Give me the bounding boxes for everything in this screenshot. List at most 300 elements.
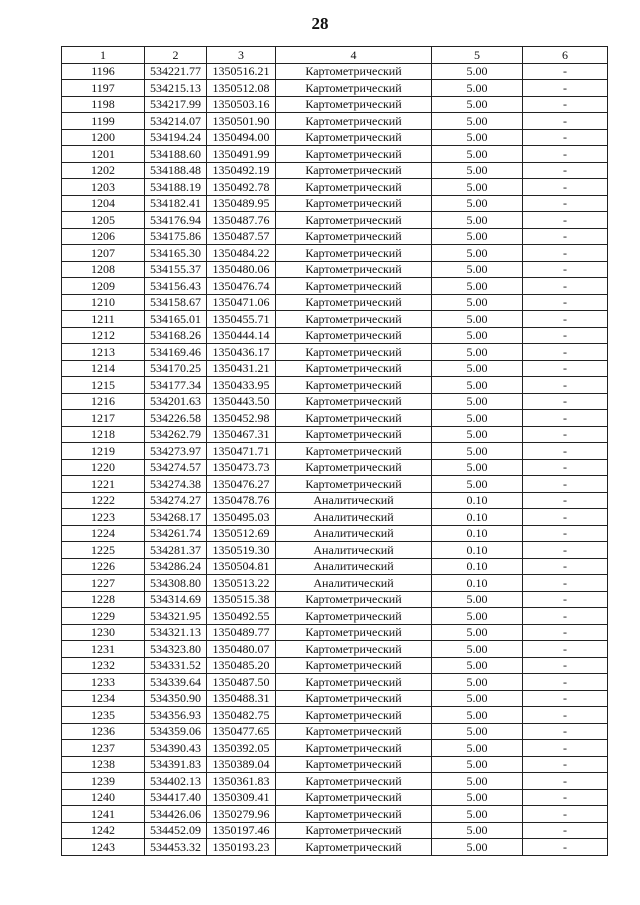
y-coordinate-cell: 1350488.31: [207, 690, 276, 707]
point-number-cell: 1197: [62, 80, 145, 97]
description-cell: -: [523, 294, 608, 311]
method-cell: Картометрический: [276, 707, 432, 724]
y-coordinate-cell: 1350477.65: [207, 723, 276, 740]
y-coordinate-cell: 1350492.78: [207, 179, 276, 196]
table-row: [62, 707, 608, 724]
method-cell: Картометрический: [276, 393, 432, 410]
method-cell: Аналитический: [276, 525, 432, 542]
accuracy-cell: 5.00: [432, 657, 523, 674]
method-cell: Картометрический: [276, 129, 432, 146]
x-coordinate-cell: 534155.37: [145, 261, 207, 278]
x-coordinate-cell: 534274.27: [145, 492, 207, 509]
point-number-cell: 1227: [62, 575, 145, 592]
x-coordinate-cell: 534177.34: [145, 377, 207, 394]
method-cell: Картометрический: [276, 146, 432, 163]
description-cell: -: [523, 591, 608, 608]
point-number-cell: 1196: [62, 63, 145, 80]
description-cell: -: [523, 129, 608, 146]
description-cell: -: [523, 525, 608, 542]
accuracy-cell: 5.00: [432, 393, 523, 410]
y-coordinate-cell: 1350489.95: [207, 195, 276, 212]
description-cell: -: [523, 476, 608, 493]
y-coordinate-cell: 1350492.55: [207, 608, 276, 625]
y-coordinate-cell: 1350436.17: [207, 344, 276, 361]
y-coordinate-cell: 1350512.69: [207, 525, 276, 542]
x-coordinate-cell: 534331.52: [145, 657, 207, 674]
table-row: [62, 839, 608, 856]
x-coordinate-cell: 534262.79: [145, 426, 207, 443]
description-cell: -: [523, 806, 608, 823]
accuracy-cell: 5.00: [432, 344, 523, 361]
description-cell: -: [523, 674, 608, 691]
point-number-cell: 1206: [62, 228, 145, 245]
accuracy-cell: 5.00: [432, 459, 523, 476]
accuracy-cell: 0.10: [432, 525, 523, 542]
table-row: [62, 806, 608, 823]
table-row: [62, 426, 608, 443]
table-row: [62, 360, 608, 377]
table-row: [62, 245, 608, 262]
accuracy-cell: 5.00: [432, 80, 523, 97]
y-coordinate-cell: 1350443.50: [207, 393, 276, 410]
accuracy-cell: 5.00: [432, 426, 523, 443]
accuracy-cell: 5.00: [432, 641, 523, 658]
table-row: [62, 228, 608, 245]
y-coordinate-cell: 1350492.19: [207, 162, 276, 179]
table-row: [62, 641, 608, 658]
x-coordinate-cell: 534158.67: [145, 294, 207, 311]
description-cell: -: [523, 311, 608, 328]
method-cell: Картометрический: [276, 641, 432, 658]
method-cell: Картометрический: [276, 657, 432, 674]
method-cell: Картометрический: [276, 294, 432, 311]
point-number-cell: 1215: [62, 377, 145, 394]
method-cell: Аналитический: [276, 558, 432, 575]
description-cell: -: [523, 443, 608, 460]
accuracy-cell: 5.00: [432, 690, 523, 707]
method-cell: Картометрический: [276, 96, 432, 113]
point-number-cell: 1231: [62, 641, 145, 658]
y-coordinate-cell: 1350519.30: [207, 542, 276, 559]
table-row: [62, 608, 608, 625]
method-cell: Картометрический: [276, 410, 432, 427]
point-number-cell: 1224: [62, 525, 145, 542]
accuracy-cell: 5.00: [432, 228, 523, 245]
table-row: [62, 674, 608, 691]
description-cell: -: [523, 377, 608, 394]
method-cell: Картометрический: [276, 789, 432, 806]
x-coordinate-cell: 534214.07: [145, 113, 207, 130]
method-cell: Картометрический: [276, 261, 432, 278]
description-cell: -: [523, 542, 608, 559]
accuracy-cell: 5.00: [432, 245, 523, 262]
y-coordinate-cell: 1350455.71: [207, 311, 276, 328]
column-header: 5: [432, 47, 523, 64]
method-cell: Картометрический: [276, 327, 432, 344]
description-cell: -: [523, 113, 608, 130]
table-row: [62, 278, 608, 295]
table-row: [62, 756, 608, 773]
description-cell: -: [523, 773, 608, 790]
point-number-cell: 1233: [62, 674, 145, 691]
point-number-cell: 1242: [62, 822, 145, 839]
description-cell: -: [523, 822, 608, 839]
point-number-cell: 1238: [62, 756, 145, 773]
description-cell: -: [523, 228, 608, 245]
description-cell: -: [523, 624, 608, 641]
y-coordinate-cell: 1350512.08: [207, 80, 276, 97]
description-cell: -: [523, 393, 608, 410]
point-number-cell: 1220: [62, 459, 145, 476]
y-coordinate-cell: 1350279.96: [207, 806, 276, 823]
coordinates-table: [61, 46, 608, 856]
x-coordinate-cell: 534170.25: [145, 360, 207, 377]
table-row: [62, 96, 608, 113]
table-row: [62, 80, 608, 97]
method-cell: Картометрический: [276, 360, 432, 377]
description-cell: -: [523, 360, 608, 377]
method-cell: Картометрический: [276, 179, 432, 196]
x-coordinate-cell: 534215.13: [145, 80, 207, 97]
accuracy-cell: 5.00: [432, 839, 523, 856]
table-row: [62, 113, 608, 130]
y-coordinate-cell: 1350431.21: [207, 360, 276, 377]
accuracy-cell: 0.10: [432, 492, 523, 509]
y-coordinate-cell: 1350495.03: [207, 509, 276, 526]
x-coordinate-cell: 534350.90: [145, 690, 207, 707]
accuracy-cell: 5.00: [432, 195, 523, 212]
point-number-cell: 1234: [62, 690, 145, 707]
x-coordinate-cell: 534188.48: [145, 162, 207, 179]
accuracy-cell: 5.00: [432, 624, 523, 641]
x-coordinate-cell: 534175.86: [145, 228, 207, 245]
accuracy-cell: 5.00: [432, 674, 523, 691]
description-cell: -: [523, 492, 608, 509]
description-cell: -: [523, 179, 608, 196]
y-coordinate-cell: 1350485.20: [207, 657, 276, 674]
description-cell: -: [523, 608, 608, 625]
point-number-cell: 1232: [62, 657, 145, 674]
y-coordinate-cell: 1350480.07: [207, 641, 276, 658]
table-row: [62, 492, 608, 509]
table-row: [62, 443, 608, 460]
point-number-cell: 1225: [62, 542, 145, 559]
accuracy-cell: 5.00: [432, 129, 523, 146]
accuracy-cell: 5.00: [432, 96, 523, 113]
method-cell: Картометрический: [276, 822, 432, 839]
table-row: [62, 723, 608, 740]
method-cell: Картометрический: [276, 674, 432, 691]
point-number-cell: 1221: [62, 476, 145, 493]
method-cell: Картометрический: [276, 608, 432, 625]
method-cell: Картометрический: [276, 476, 432, 493]
x-coordinate-cell: 534426.06: [145, 806, 207, 823]
table-row: [62, 377, 608, 394]
description-cell: -: [523, 657, 608, 674]
x-coordinate-cell: 534188.19: [145, 179, 207, 196]
table-row: [62, 575, 608, 592]
table-row: [62, 690, 608, 707]
method-cell: Аналитический: [276, 542, 432, 559]
table-row: [62, 294, 608, 311]
description-cell: -: [523, 63, 608, 80]
accuracy-cell: 5.00: [432, 179, 523, 196]
x-coordinate-cell: 534217.99: [145, 96, 207, 113]
y-coordinate-cell: 1350484.22: [207, 245, 276, 262]
x-coordinate-cell: 534402.13: [145, 773, 207, 790]
y-coordinate-cell: 1350471.71: [207, 443, 276, 460]
y-coordinate-cell: 1350444.14: [207, 327, 276, 344]
x-coordinate-cell: 534156.43: [145, 278, 207, 295]
table-row: [62, 740, 608, 757]
description-cell: -: [523, 261, 608, 278]
x-coordinate-cell: 534417.40: [145, 789, 207, 806]
description-cell: -: [523, 707, 608, 724]
y-coordinate-cell: 1350504.81: [207, 558, 276, 575]
point-number-cell: 1218: [62, 426, 145, 443]
method-cell: Картометрический: [276, 723, 432, 740]
method-cell: Картометрический: [276, 839, 432, 856]
table-row: [62, 476, 608, 493]
description-cell: -: [523, 839, 608, 856]
y-coordinate-cell: 1350452.98: [207, 410, 276, 427]
accuracy-cell: 5.00: [432, 278, 523, 295]
method-cell: Аналитический: [276, 492, 432, 509]
x-coordinate-cell: 534321.95: [145, 608, 207, 625]
point-number-cell: 1240: [62, 789, 145, 806]
column-header: 4: [276, 47, 432, 64]
point-number-cell: 1208: [62, 261, 145, 278]
table-row: [62, 311, 608, 328]
description-cell: -: [523, 459, 608, 476]
table-row: [62, 129, 608, 146]
accuracy-cell: 5.00: [432, 360, 523, 377]
y-coordinate-cell: 1350473.73: [207, 459, 276, 476]
description-cell: -: [523, 740, 608, 757]
description-cell: -: [523, 575, 608, 592]
column-header: 6: [523, 47, 608, 64]
description-cell: -: [523, 723, 608, 740]
method-cell: Картометрический: [276, 773, 432, 790]
point-number-cell: 1198: [62, 96, 145, 113]
table-row: [62, 591, 608, 608]
table-row: [62, 344, 608, 361]
method-cell: Картометрический: [276, 624, 432, 641]
accuracy-cell: 5.00: [432, 311, 523, 328]
point-number-cell: 1236: [62, 723, 145, 740]
y-coordinate-cell: 1350480.06: [207, 261, 276, 278]
description-cell: -: [523, 212, 608, 229]
y-coordinate-cell: 1350487.50: [207, 674, 276, 691]
method-cell: Картометрический: [276, 690, 432, 707]
table-row: [62, 459, 608, 476]
accuracy-cell: 5.00: [432, 261, 523, 278]
table-row: [62, 327, 608, 344]
description-cell: -: [523, 162, 608, 179]
x-coordinate-cell: 534194.24: [145, 129, 207, 146]
accuracy-cell: 5.00: [432, 294, 523, 311]
point-number-cell: 1211: [62, 311, 145, 328]
x-coordinate-cell: 534169.46: [145, 344, 207, 361]
point-number-cell: 1222: [62, 492, 145, 509]
y-coordinate-cell: 1350491.99: [207, 146, 276, 163]
point-number-cell: 1239: [62, 773, 145, 790]
method-cell: Картометрический: [276, 311, 432, 328]
column-header: 3: [207, 47, 276, 64]
point-number-cell: 1200: [62, 129, 145, 146]
method-cell: Картометрический: [276, 591, 432, 608]
accuracy-cell: 5.00: [432, 773, 523, 790]
x-coordinate-cell: 534452.09: [145, 822, 207, 839]
page-number: 28: [311, 14, 329, 33]
x-coordinate-cell: 534274.57: [145, 459, 207, 476]
y-coordinate-cell: 1350467.31: [207, 426, 276, 443]
x-coordinate-cell: 534321.13: [145, 624, 207, 641]
description-cell: -: [523, 96, 608, 113]
table-row: [62, 195, 608, 212]
y-coordinate-cell: 1350515.38: [207, 591, 276, 608]
point-number-cell: 1205: [62, 212, 145, 229]
table-row: [62, 558, 608, 575]
table-header-row: [62, 47, 608, 64]
y-coordinate-cell: 1350197.46: [207, 822, 276, 839]
x-coordinate-cell: 534274.38: [145, 476, 207, 493]
y-coordinate-cell: 1350389.04: [207, 756, 276, 773]
table-row: [62, 789, 608, 806]
accuracy-cell: 0.10: [432, 509, 523, 526]
point-number-cell: 1228: [62, 591, 145, 608]
method-cell: Картометрический: [276, 377, 432, 394]
accuracy-cell: 5.00: [432, 377, 523, 394]
y-coordinate-cell: 1350309.41: [207, 789, 276, 806]
y-coordinate-cell: 1350478.76: [207, 492, 276, 509]
accuracy-cell: 5.00: [432, 591, 523, 608]
x-coordinate-cell: 534390.43: [145, 740, 207, 757]
x-coordinate-cell: 534165.30: [145, 245, 207, 262]
description-cell: -: [523, 146, 608, 163]
point-number-cell: 1212: [62, 327, 145, 344]
x-coordinate-cell: 534339.64: [145, 674, 207, 691]
table-row: [62, 525, 608, 542]
method-cell: Картометрический: [276, 113, 432, 130]
method-cell: Картометрический: [276, 806, 432, 823]
column-header: 2: [145, 47, 207, 64]
point-number-cell: 1213: [62, 344, 145, 361]
x-coordinate-cell: 534182.41: [145, 195, 207, 212]
method-cell: Картометрический: [276, 740, 432, 757]
method-cell: Картометрический: [276, 212, 432, 229]
table-row: [62, 822, 608, 839]
method-cell: Картометрический: [276, 63, 432, 80]
point-number-cell: 1202: [62, 162, 145, 179]
x-coordinate-cell: 534168.26: [145, 327, 207, 344]
point-number-cell: 1241: [62, 806, 145, 823]
point-number-cell: 1243: [62, 839, 145, 856]
y-coordinate-cell: 1350193.23: [207, 839, 276, 856]
accuracy-cell: 5.00: [432, 162, 523, 179]
description-cell: -: [523, 80, 608, 97]
point-number-cell: 1209: [62, 278, 145, 295]
point-number-cell: 1214: [62, 360, 145, 377]
description-cell: -: [523, 278, 608, 295]
method-cell: Картометрический: [276, 426, 432, 443]
x-coordinate-cell: 534308.80: [145, 575, 207, 592]
description-cell: -: [523, 690, 608, 707]
x-coordinate-cell: 534221.77: [145, 63, 207, 80]
y-coordinate-cell: 1350433.95: [207, 377, 276, 394]
table-row: [62, 63, 608, 80]
method-cell: Картометрический: [276, 228, 432, 245]
accuracy-cell: 5.00: [432, 476, 523, 493]
method-cell: Картометрический: [276, 80, 432, 97]
accuracy-cell: 5.00: [432, 146, 523, 163]
x-coordinate-cell: 534176.94: [145, 212, 207, 229]
table-row: [62, 542, 608, 559]
x-coordinate-cell: 534453.32: [145, 839, 207, 856]
point-number-cell: 1207: [62, 245, 145, 262]
table-row: [62, 146, 608, 163]
x-coordinate-cell: 534314.69: [145, 591, 207, 608]
method-cell: Картометрический: [276, 344, 432, 361]
description-cell: -: [523, 789, 608, 806]
accuracy-cell: 5.00: [432, 410, 523, 427]
accuracy-cell: 5.00: [432, 63, 523, 80]
x-coordinate-cell: 534201.63: [145, 393, 207, 410]
method-cell: Картометрический: [276, 459, 432, 476]
y-coordinate-cell: 1350489.77: [207, 624, 276, 641]
method-cell: Аналитический: [276, 509, 432, 526]
point-number-cell: 1226: [62, 558, 145, 575]
x-coordinate-cell: 534165.01: [145, 311, 207, 328]
method-cell: Аналитический: [276, 575, 432, 592]
method-cell: Картометрический: [276, 756, 432, 773]
table-row: [62, 773, 608, 790]
table-row: [62, 162, 608, 179]
description-cell: -: [523, 410, 608, 427]
description-cell: -: [523, 509, 608, 526]
y-coordinate-cell: 1350503.16: [207, 96, 276, 113]
y-coordinate-cell: 1350476.27: [207, 476, 276, 493]
method-cell: Картометрический: [276, 278, 432, 295]
method-cell: Картометрический: [276, 162, 432, 179]
point-number-cell: 1235: [62, 707, 145, 724]
y-coordinate-cell: 1350487.76: [207, 212, 276, 229]
x-coordinate-cell: 534391.83: [145, 756, 207, 773]
table-row: [62, 410, 608, 427]
y-coordinate-cell: 1350494.00: [207, 129, 276, 146]
x-coordinate-cell: 534281.37: [145, 542, 207, 559]
table-row: [62, 261, 608, 278]
x-coordinate-cell: 534286.24: [145, 558, 207, 575]
point-number-cell: 1237: [62, 740, 145, 757]
point-number-cell: 1216: [62, 393, 145, 410]
table-row: [62, 212, 608, 229]
table-row: [62, 509, 608, 526]
accuracy-cell: 0.10: [432, 542, 523, 559]
point-number-cell: 1229: [62, 608, 145, 625]
point-number-cell: 1199: [62, 113, 145, 130]
accuracy-cell: 5.00: [432, 740, 523, 757]
table-row: [62, 657, 608, 674]
method-cell: Картометрический: [276, 195, 432, 212]
accuracy-cell: 5.00: [432, 327, 523, 344]
description-cell: -: [523, 195, 608, 212]
description-cell: -: [523, 641, 608, 658]
accuracy-cell: 5.00: [432, 443, 523, 460]
x-coordinate-cell: 534323.80: [145, 641, 207, 658]
method-cell: Картометрический: [276, 443, 432, 460]
method-cell: Картометрический: [276, 245, 432, 262]
